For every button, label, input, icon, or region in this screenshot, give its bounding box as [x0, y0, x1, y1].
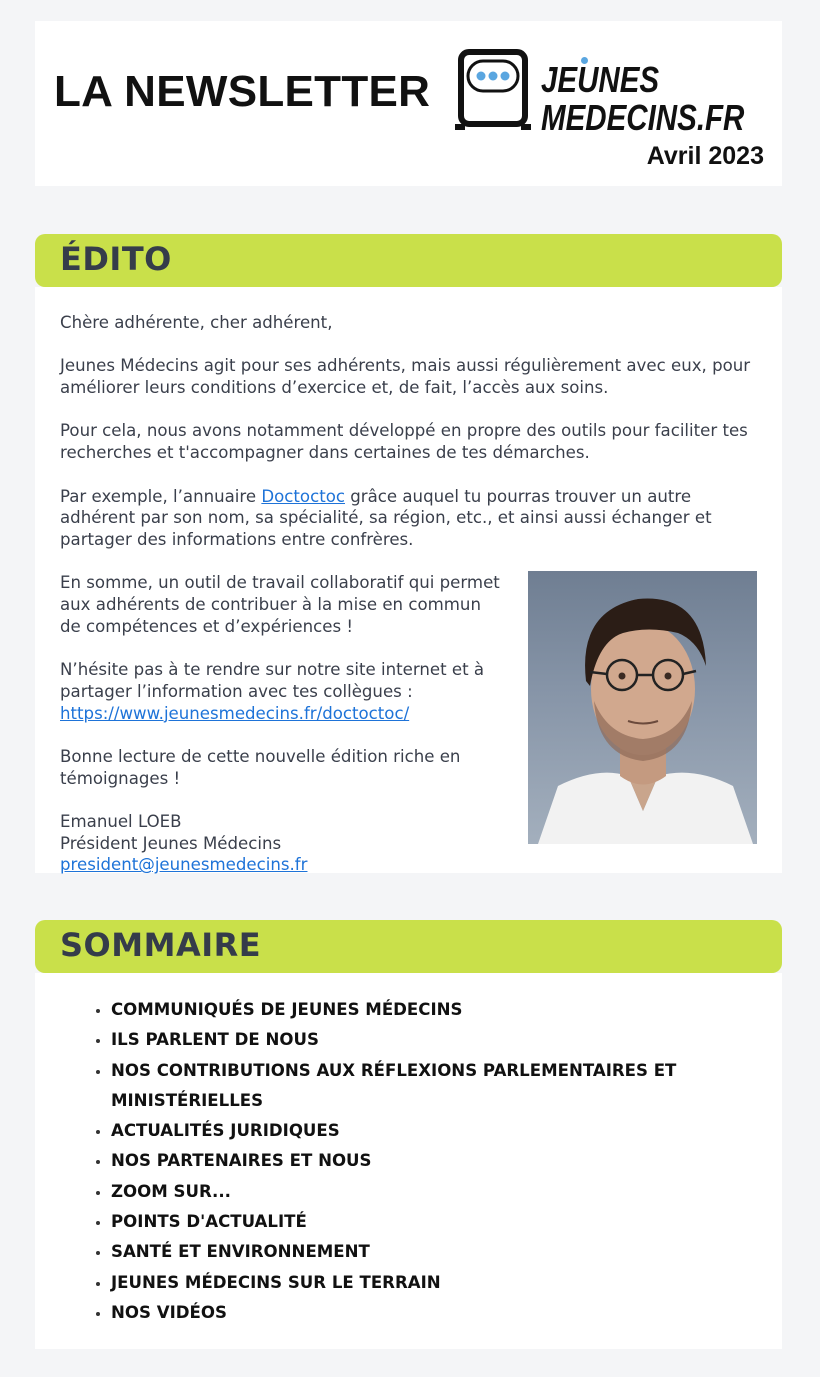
edito-greeting: Chère adhérente, cher adhérent,: [60, 313, 333, 332]
edito-paragraph: Pour cela, nous avons notamment développé en propre des outils pour faciliter tes recherches et t'accompagner dans certaines de tes démarches.: [60, 421, 748, 463]
logo-wordmark-line1: JEUNES: [541, 59, 660, 100]
sommaire-item[interactable]: • SANTÉ ET ENVIRONNEMENT: [111, 1237, 811, 1267]
sommaire-list: [60, 995, 811, 1328]
sommaire-item[interactable]: • NOS VIDÉOS: [111, 1298, 811, 1328]
edito-paragraph: Bonne lecture de cette nouvelle édition riche en témoignages !: [60, 746, 461, 788]
doctoctoc-link[interactable]: Doctoctoc: [261, 486, 345, 506]
edito-paragraph: [60, 659, 505, 724]
edito-section-bar: [35, 234, 782, 287]
sommaire-item[interactable]: • JEUNES MÉDECINS SUR LE TERRAIN: [111, 1268, 811, 1298]
newsletter-header: [35, 21, 782, 186]
logo-wordmark-fr: .FR: [696, 97, 745, 138]
issue-date: Avril 2023: [646, 142, 764, 170]
edito-card: [35, 287, 782, 873]
president-email-link[interactable]: president@jeunesmedecins.fr: [60, 855, 308, 875]
edito-text-segment: Par exemple, l’annuaire: [60, 486, 262, 506]
logo-wordmark-medecins: MEDECINS: [541, 97, 697, 138]
logo-wordmark-line2: [541, 97, 744, 139]
edito-text-segment: N’hésite pas à te rendre sur notre site internet et à partager l’information avec tes collègues :: [60, 660, 485, 701]
doctoctoc-url-link[interactable]: https://www.jeunesmedecins.fr/doctoctoc/: [60, 703, 410, 723]
edito-paragraph: [60, 486, 760, 551]
signature-name: Emanuel LOEB: [60, 812, 182, 832]
edito-paragraph: Jeunes Médecins agit pour ses adhérents, mais aussi régulièrement avec eux, pour améliorer leurs conditions d’exercice et, de fait, l’accès aux soins.: [60, 356, 751, 398]
sommaire-card: [35, 973, 782, 1349]
sommaire-heading: SOMMAIRE: [60, 926, 262, 964]
sommaire-item[interactable]: • NOS CONTRIBUTIONS AUX RÉFLEXIONS PARLEMENTAIRES ET MINISTÉRIELLES: [111, 1056, 811, 1117]
edito-heading: ÉDITO: [60, 240, 172, 278]
president-portrait-photo: [528, 571, 757, 844]
sommaire-item[interactable]: • COMMUNIQUÉS DE JEUNES MÉDECINS: [111, 995, 811, 1025]
sommaire-item[interactable]: • ACTUALITÉS JURIDIQUES: [111, 1116, 811, 1146]
sommaire-item[interactable]: • ILS PARLENT DE NOUS: [111, 1025, 811, 1055]
newsletter-title: LA NEWSLETTER: [54, 67, 431, 116]
edito-text-segment: grâce auquel tu pourras trouver un autre adhérent par son nom, sa spécialité, sa région, etc., et ainsi aussi échanger et partager des informations entre confrères.: [60, 486, 712, 549]
edito-paragraph: En somme, un outil de travail collaboratif qui permet aux adhérents de contribuer à la mise en commun de compétences et d’expériences !: [60, 573, 500, 636]
sommaire-item[interactable]: • ZOOM SUR...: [111, 1177, 811, 1207]
sommaire-item[interactable]: • NOS PARTENAIRES ET NOUS: [111, 1146, 811, 1176]
sommaire-section-bar: [35, 920, 782, 973]
signature-role: Président Jeunes Médecins: [60, 833, 282, 853]
sommaire-item[interactable]: • POINTS D'ACTUALITÉ: [111, 1207, 811, 1237]
speech-bubble-logo-icon: [455, 48, 531, 134]
